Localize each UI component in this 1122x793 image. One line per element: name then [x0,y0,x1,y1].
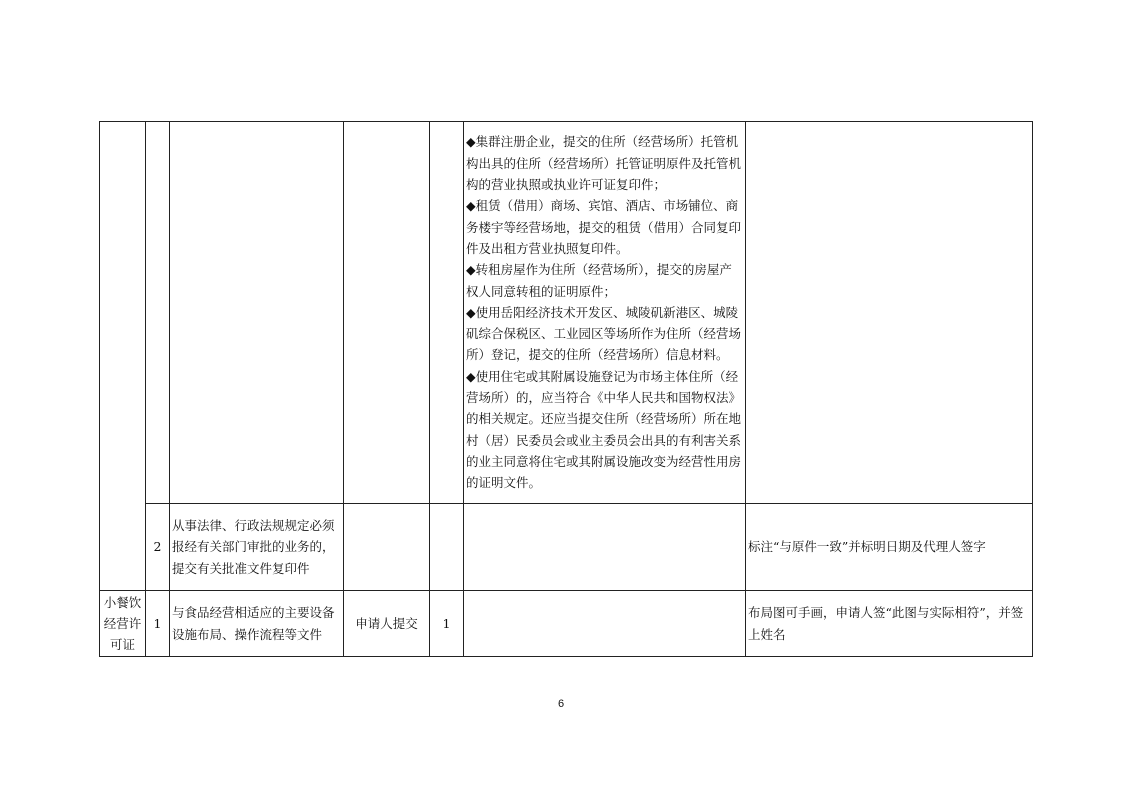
table-row [100,591,1033,657]
category-cell [100,591,146,657]
note-cell: 布局图可手画，申请人签“此图与实际相符”，并签上姓名 [746,591,1033,657]
materials-table [99,121,1033,657]
page-number: 6 [557,698,565,710]
material-cell [170,122,344,504]
standard-item: ◆转租房屋作为住所（经营场所），提交的房屋产权人同意转租的证明原件； [466,262,732,299]
category-cell [100,122,146,591]
quantity-cell [430,504,464,591]
table-row [100,122,1033,504]
category-line: 经营许 [103,615,142,631]
source-cell: 申请人提交 [344,591,430,657]
standard-item: ◆租赁（借用）商场、宾馆、酒店、市场铺位、商务楼宇等经营场地，提交的租赁（借用）合同复印件及出租方营业执照复印件。 [466,198,742,256]
quantity-cell [430,122,464,504]
number-cell: 2 [146,504,170,591]
material-cell: 从事法律、行政法规规定必须报经有关部门审批的业务的，提交有关批准文件复印件 [170,504,344,591]
number-cell [146,122,170,504]
standard-cell [464,504,746,591]
category-line: 小餐饮 [103,594,142,610]
category-line: 可证 [109,637,135,653]
standard-cell [464,591,746,657]
standard-item: ◆集群注册企业，提交的住所（经营场所）托管机构出具的住所（经营场所）托管证明原件及托管机构的营业执照或执业许可证复印件； [466,134,742,193]
note-cell [746,122,1033,504]
quantity-cell: 1 [430,591,464,657]
note-cell: 标注“与原件一致”并标明日期及代理人签字 [746,504,1033,591]
material-cell: 与食品经营相适应的主要设备设施布局、操作流程等文件 [170,591,344,657]
standard-cell [464,122,746,504]
source-cell [344,504,430,591]
number-cell: 1 [146,591,170,657]
source-cell [344,122,430,504]
table-row [100,504,1033,591]
standard-item: ◆使用岳阳经济技术开发区、城陵矶新港区、城陵矶综合保税区、工业园区等场所作为住所（经营场所）登记，提交的住所（经营场所）信息材料。 [466,304,742,363]
standard-item: ◆使用住宅或其附属设施登记为市场主体住所（经营场所）的，应当符合《中华人民共和国物权法》的相关规定。还应当提交住所（经营场所）所在地村（居）民委员会或业主委员会出具的有利害关系的业主同意将住宅或其附属设施改变为经营性用房的证明文件。 [466,368,742,491]
